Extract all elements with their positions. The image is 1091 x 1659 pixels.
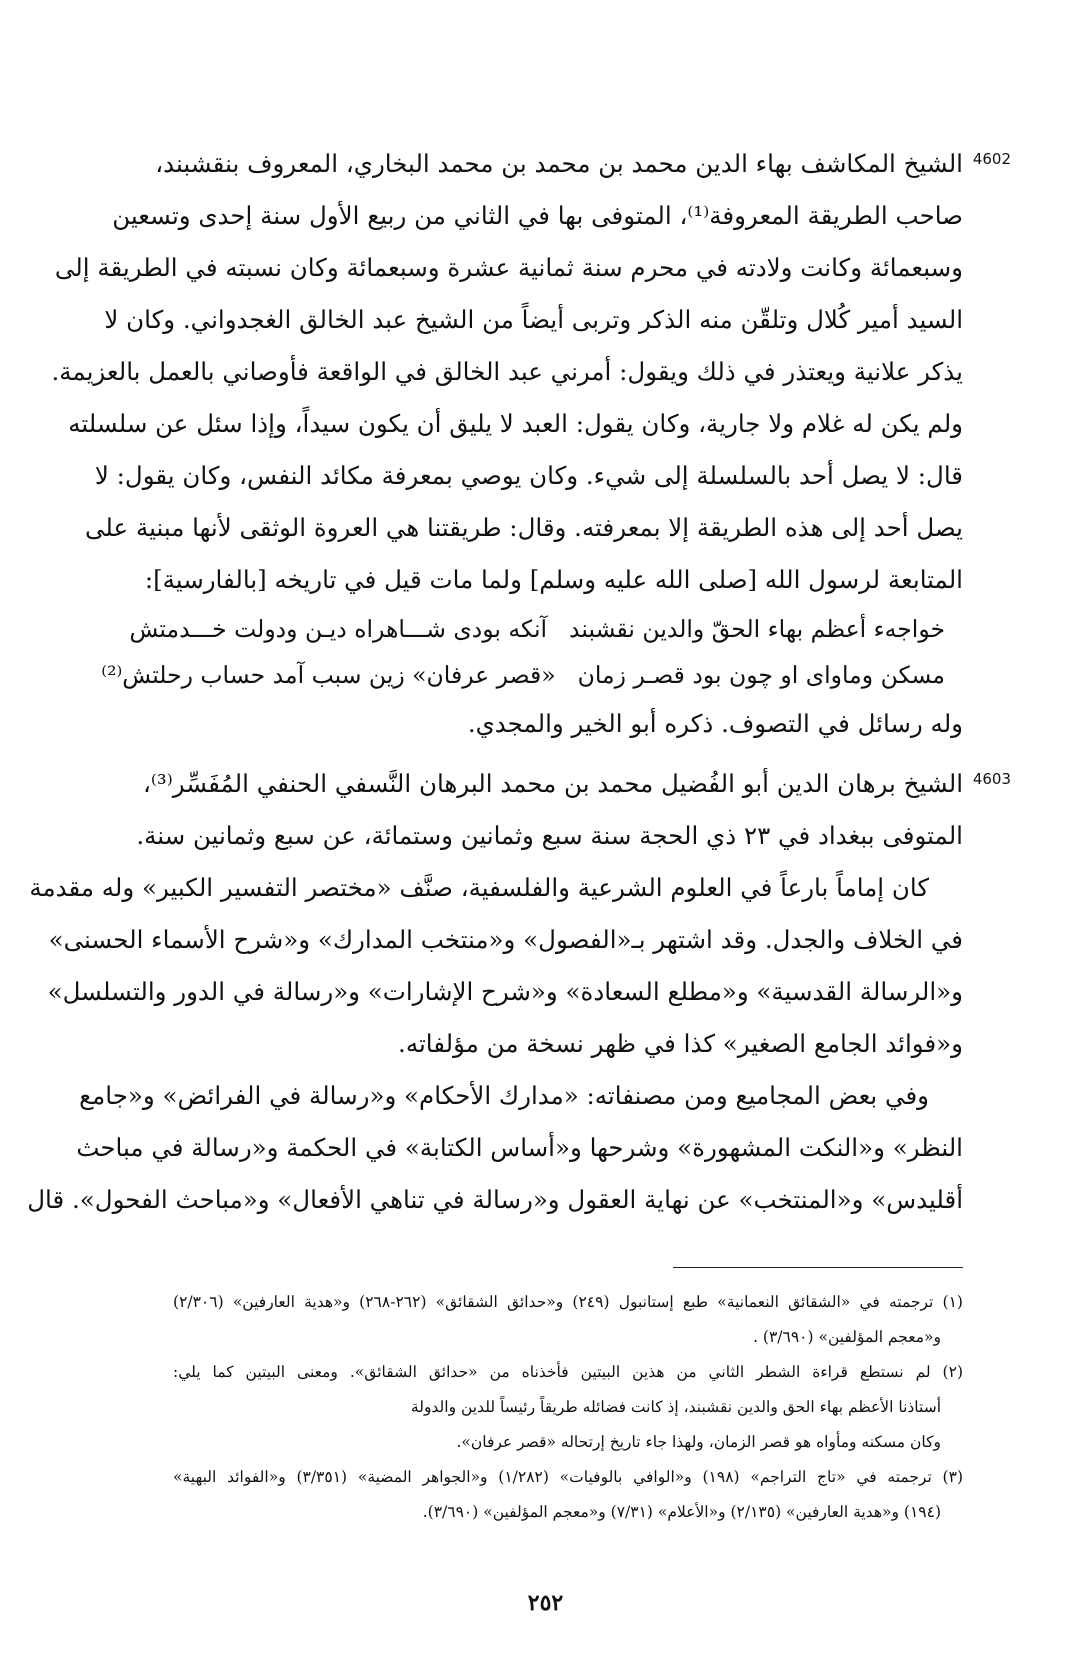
text-line: وله رسائل في التصوف. ذكره أبو الخير والمجدي. <box>467 709 963 738</box>
verse-hemistich: مسكن وماواى او چون بود قصـر زمان <box>577 661 945 689</box>
page-number: ٢٥٢ <box>527 1590 564 1616</box>
footnote-line: (١٩٤) و«هدية العارفين» (٢/١٣٥) و«الأعلام» (٧/٣١) و«معجم المؤلفين» (٣/٦٩٠). <box>422 1503 941 1521</box>
verse-hemistich: خواجهء أعظم بهاء الحقّ والدين نقشبند <box>569 615 945 643</box>
text-line: النظر» و«النكت المشهورة» وشرحها و«أساس الكتابة» في الحكمة و«رسالة في مباحث <box>76 1133 963 1162</box>
text-line: وسبعمائة وكانت ولادته في محرم سنة ثمانية عشرة وسبعمائة وكان نسبته في الطريقة إلى <box>54 253 963 282</box>
text-line: الشيخ المكاشف بهاء الدين محمد بن محمد بن محمد البخاري، المعروف بنقشبند، <box>155 149 963 178</box>
text-line: كان إماماً بارعاً في العلوم الشرعية والفلسفية، صنَّف «مختصر التفسير الكبير» وله مقدمة <box>29 873 929 902</box>
text-line: أقليدس» و«المنتخب» عن نهاية العقول و«رسالة في تناهي الأفعال» و«مباحث الفحول». قال <box>27 1185 963 1214</box>
text-line: المتابعة لرسول الله [صلى الله عليه وسلم] ولما مات قيل في تاريخه [بالفارسية]: <box>144 565 963 594</box>
text-line: وفي بعض المجاميع ومن مصنفاته: «مدارك الأحكام» و«رسالة في الفرائض» و«جامع <box>79 1081 929 1110</box>
verse-hemistich: «قصر عرفان» زين سبب آمد حساب رحلتش⁽²⁾ <box>101 661 556 689</box>
entry-heading <box>142 758 1011 810</box>
entry-number: 4602 <box>972 150 1011 168</box>
text-line: و«الرسالة القدسية» و«مطلع السعادة» و«شرح الإشارات» و«رسالة في الدور والتسلسل» <box>47 977 963 1006</box>
text-line: يصل أحد إلى هذه الطريقة إلا بمعرفته. وقال: طريقتنا هي العروة الوثقى لأنها مبنية على <box>85 513 963 542</box>
footnote-line: (٣) ترجمته في «تاج التراجم» (١٩٨) و«الوافي بالوفيات» (١/٢٨٢) و«الجواهر المضية» (٣/٣٥١) و«الفوائد البهية» <box>173 1468 963 1486</box>
footnote-line: وكان مسكنه ومأواه هو قصر الزمان، ولهذا جاء تاريخ إرتحاله «قصر عرفان». <box>456 1433 941 1451</box>
entry-number: 4603 <box>972 770 1011 788</box>
footnote-line: (١) ترجمته في «الشقائق النعمانية» طبع إستانبول (٢٤٩) و«حدائق الشقائق» (٢٦٢-٢٦٨) و«هدية العارفين» (٢/٣٠٦) <box>173 1293 963 1311</box>
text-line: يذكر علانية ويعتذر في ذلك ويقول: أمرني عبد الخالق في الواقعة فأوصاني بالعمل بالعزيمة. <box>51 357 963 386</box>
footnote-line: و«معجم المؤلفين» (٣/٦٩٠) . <box>753 1328 941 1346</box>
text-line: السيد أمير كُلال وتلقّن منه الذكر وتربى أيضاً من الشيخ عبد الخالق الغجدواني. وكان لا <box>104 305 963 334</box>
text-line: و«فوائد الجامع الصغير» كذا في ظهر نسخة من مؤلفاته. <box>398 1029 963 1058</box>
footnote-3 <box>173 1460 963 1530</box>
text-line: المتوفى ببغداد في ٢٣ ذي الحجة سنة سبع وثمانين وستمائة، عن سبع وثمانين سنة. <box>136 821 963 850</box>
entry-4602 <box>51 138 1011 750</box>
text-line: في الخلاف والجدل. وقد اشتهر بـ«الفصول» و«منتخب المدارك» و«شرح الأسماء الحسنى» <box>48 925 963 954</box>
footnote-line: أستاذنا الأعظم بهاء الحق والدين نقشبند، إذ كانت فضائله طريقاً رئيساً للدين والدولة <box>410 1398 941 1416</box>
verse-hemistich: آنكه بودى شـــاهراه ديـن ودولت خـــدمتش <box>129 615 548 643</box>
poem-verse <box>101 652 963 698</box>
main-text <box>27 138 1011 1226</box>
entry-4603 <box>27 758 1011 1226</box>
footnote-separator <box>673 1267 963 1268</box>
text-line: ولم يكن له غلام ولا جارية، وكان يقول: العبد لا يليق أن يكون سيداً، وإذا سئل عن سلسلته <box>68 409 963 438</box>
footnotes <box>173 1285 963 1530</box>
text-line: قال: لا يصل أحد بالسلسلة إلى شيء. وكان يوصي بمعرفة مكائد النفس، وكان يقول: لا <box>94 461 963 490</box>
footnote-2 <box>173 1355 963 1460</box>
footnote-line: (٢) لم نستطع قراءة الشطر الثاني من هذين البيتين فأخذناه من «حدائق الشقائق». ومعنى البيتين كما يلي: <box>173 1363 963 1381</box>
text-line: الشيخ برهان الدين أبو الفُضيل محمد بن محمد البرهان النَّسفي الحنفي المُفَسِّر⁽³⁾، <box>142 769 963 798</box>
poem-verse <box>129 606 963 652</box>
entry-heading <box>155 138 1011 190</box>
text-line: صاحب الطريقة المعروفة⁽¹⁾، المتوفى بها في الثاني من ربيع الأول سنة إحدى وتسعين <box>112 201 963 230</box>
footnote-1 <box>173 1285 963 1355</box>
